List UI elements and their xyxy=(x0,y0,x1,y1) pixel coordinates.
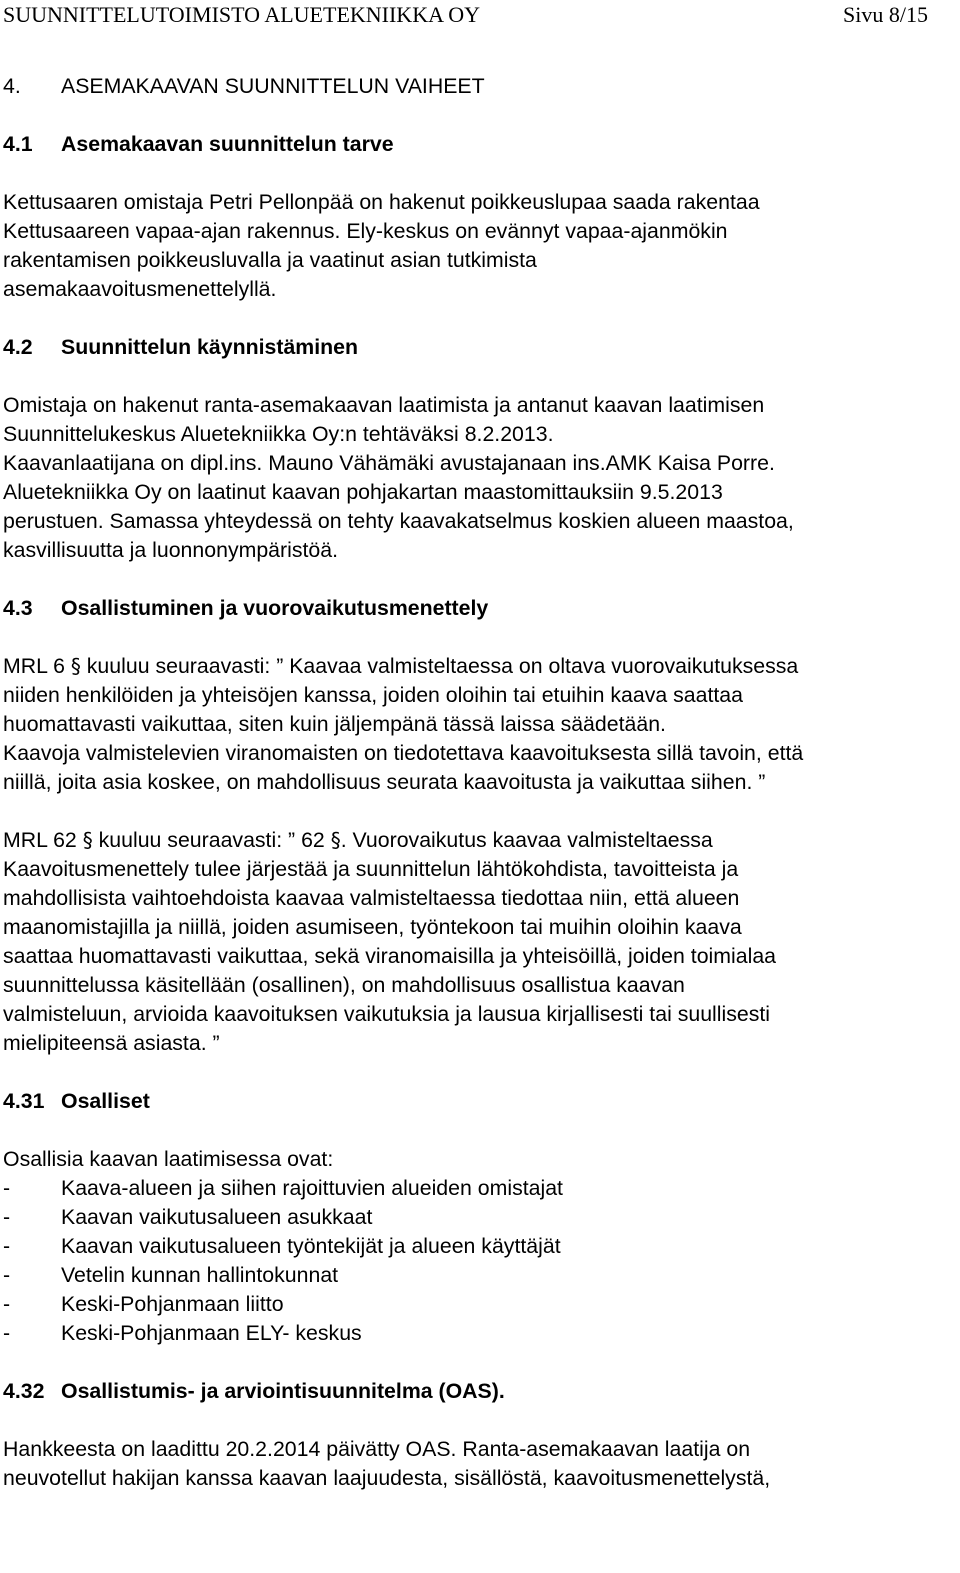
text-line: Omistaja on hakenut ranta-asemakaavan laatimista ja antanut kaavan laatimisen xyxy=(3,393,765,417)
text-line: rakentamisen poikkeusluvalla ja vaatinut asian tutkimista xyxy=(3,248,537,272)
section-sign: § xyxy=(70,654,81,678)
section-4-1-heading: 4.1 Asemakaavan suunnittelun tarve xyxy=(3,132,394,156)
stakeholders-list xyxy=(3,1174,958,1348)
section-sign: § xyxy=(82,828,93,852)
text-line: Aluetekniikka Oy on laatinut kaavan pohjakartan maastomittauksiin 9.5.2013 xyxy=(3,480,723,504)
section-4-3-heading: 4.3 Osallistuminen ja vuorovaikutusmenettely xyxy=(3,596,489,620)
text-line: valmisteluun, arvioida kaavoituksen vaikutuksia ja lausua kirjallisesti tai suullisesti xyxy=(3,1002,771,1026)
text-line: perustuen. Samassa yhteydessä on tehty kaavakatselmus koskien alueen maastoa, xyxy=(3,509,794,533)
text-line: Kaavanlaatijana on dipl.ins. Mauno Vähämäki avustajanaan ins.AMK Kaisa Porre. xyxy=(3,451,775,475)
list-item: - Kaava-alueen ja siihen rajoittuvien alueiden omistajat xyxy=(3,1176,563,1200)
list-item: - Keski-Pohjanmaan ELY- keskus xyxy=(3,1321,362,1345)
list-item: - Kaavan vaikutusalueen työntekijät ja alueen käyttäjät xyxy=(3,1234,561,1258)
text-line: Kettusaareen vapaa-ajan rakennus. Ely-keskus on evännyt vapaa-ajanmökin xyxy=(3,219,728,243)
text-line: Hankkeesta on laadittu 20.2.2014 päivätty OAS. Ranta-asemakaavan laatija on xyxy=(3,1437,751,1461)
text-line: niiden henkilöiden ja yhteisöjen kanssa, joiden oloihin tai etuihin kaava saattaa xyxy=(3,683,743,707)
stakeholders-intro: Osallisia kaavan laatimisessa ovat: xyxy=(3,1147,334,1171)
section-4-32-paragraph xyxy=(3,1435,958,1493)
open-quote: ” xyxy=(288,828,296,852)
section-4-2-paragraph xyxy=(3,391,958,565)
close-quote: ” xyxy=(212,1031,220,1055)
page-header xyxy=(3,0,928,30)
text-line: huomattavasti vaikuttaa, siten kuin jäljempänä tässä laissa säädetään. xyxy=(3,712,666,736)
document-body xyxy=(3,72,958,1493)
text-line: mahdollisista vaihtoehdoista kaavaa valmisteltaessa tiedottaa niin, että alueen xyxy=(3,886,740,910)
list-item: - Vetelin kunnan hallintokunnat xyxy=(3,1263,339,1287)
text-line: mielipiteensä asiasta. ” xyxy=(3,1031,220,1055)
text-line: suunnittelussa käsitellään (osallinen), on mahdollisuus osallistua kaavan xyxy=(3,973,685,997)
close-quote: ” xyxy=(758,770,766,794)
text-line: Kaavoja valmistelevien viranomaisten on tiedotettava kaavoituksesta sillä tavoin, että xyxy=(3,741,804,765)
list-item: - Keski-Pohjanmaan liitto xyxy=(3,1292,284,1316)
text-line: asemakaavoitusmenettelyllä. xyxy=(3,277,277,301)
text-line: Kettusaaren omistaja Petri Pellonpää on hakenut poikkeuslupaa saada rakentaa xyxy=(3,190,760,214)
mrl-6-quote xyxy=(3,652,958,797)
section-sign: § xyxy=(330,828,341,852)
text-line: Kaavoitusmenettely tulee järjestää ja suunnittelun lähtökohdista, tavoitteista ja xyxy=(3,857,739,881)
mrl-62-quote xyxy=(3,826,958,1058)
section-4-31-heading: 4.31 Osalliset xyxy=(3,1089,150,1113)
section-4-1-paragraph xyxy=(3,188,958,304)
text-line: kasvillisuutta ja luonnonympäristöä. xyxy=(3,538,339,562)
text-line: Suunnittelukeskus Aluetekniikka Oy:n tehtäväksi 8.2.2013. xyxy=(3,422,554,446)
section-4-heading: 4. ASEMAKAAVAN SUUNNITTELUN VAIHEET xyxy=(3,74,485,98)
text-line: neuvotellut hakijan kanssa kaavan laajuudesta, sisällöstä, kaavoitusmenettelystä, xyxy=(3,1466,771,1490)
list-item: - Kaavan vaikutusalueen asukkaat xyxy=(3,1205,373,1229)
text-line: MRL 62 § kuuluu seuraavasti: ” 62 §. Vuorovaikutus kaavaa valmisteltaessa xyxy=(3,828,713,852)
company-name: SUUNNITTELUTOIMISTO ALUETEKNIIKKA OY xyxy=(3,2,481,27)
text-line: saattaa huomattavasti vaikuttaa, sekä viranomaisilla ja yhteisöillä, joiden toimialaa xyxy=(3,944,777,968)
section-4-2-heading: 4.2 Suunnittelun käynnistäminen xyxy=(3,335,359,359)
section-4-32-heading: 4.32 Osallistumis- ja arviointisuunnitelma (OAS). xyxy=(3,1379,505,1403)
text-line: niillä, joita asia koskee, on mahdollisuus seurata kaavoitusta ja vaikuttaa siihen. ” xyxy=(3,770,766,794)
page-number: Sivu 8/15 xyxy=(843,2,928,27)
text-line: MRL 6 § kuuluu seuraavasti: ” Kaavaa valmisteltaessa on oltava vuorovaikutuksessa xyxy=(3,654,799,678)
text-line: maanomistajilla ja niillä, joiden asumiseen, työntekoon tai muihin oloihin kaava xyxy=(3,915,742,939)
open-quote: ” xyxy=(276,654,284,678)
